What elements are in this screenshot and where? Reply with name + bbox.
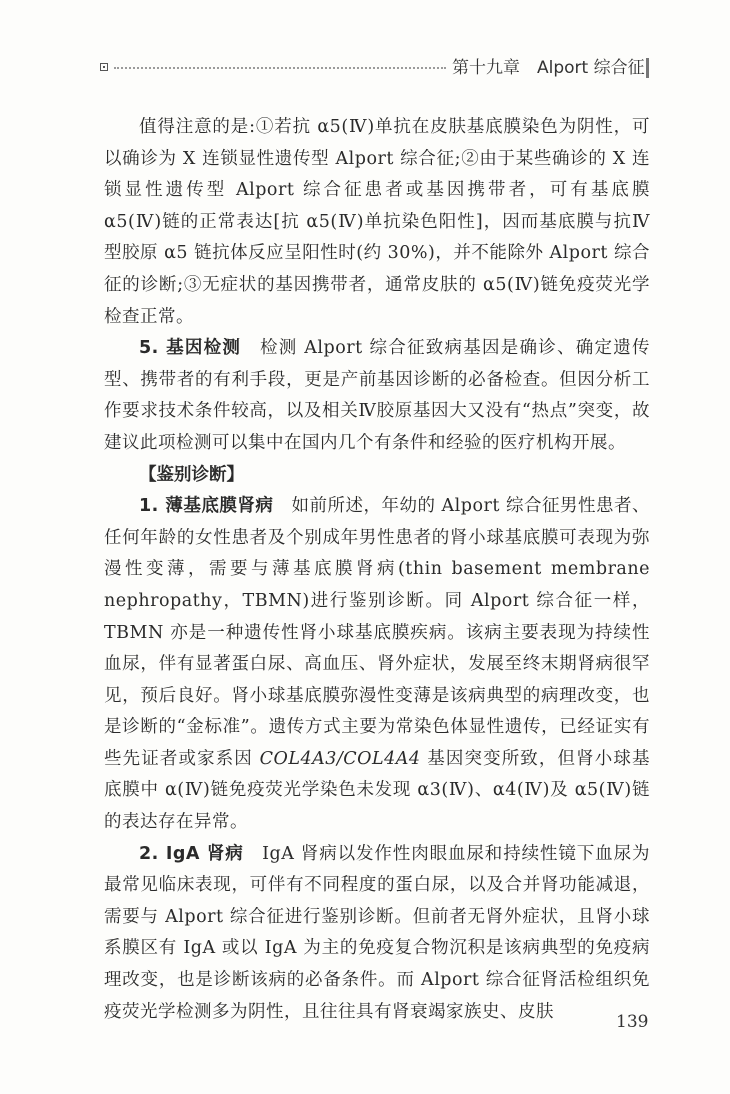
subheading-tbmn: 1. 薄基底膜肾病	[139, 496, 274, 517]
running-header	[100, 56, 660, 80]
gene-name: COL4A3/COL4A4	[259, 748, 421, 769]
header-dotted-rule	[114, 67, 446, 69]
paragraph-iga-text: IgA 肾病以发作性肉眼血尿和持续性镜下血尿为最常见临床表现，可伴有不同程度的蛋白尿，以及合并肾功能减退，需要与 Alport 综合征进行鉴别诊断。但前者无肾外症状，且肾小球系膜区有 IgA 或以 IgA 为主的免疫复合物沉积是该病典型的免疫病理改变，也是诊断该病的必备条件。而 Alport 综合征肾活检组织免疫荧光学检测多为阴性，且往往具有肾衰竭家族史、皮肤	[104, 843, 650, 1022]
paragraph-note	[104, 112, 650, 333]
paragraph-gene-testing	[104, 333, 650, 459]
paragraph-tbmn-text-b: 基因突变所致，但肾小球基底膜中 α(Ⅳ)链免疫荧光学染色未发现 α3(Ⅳ)、α4(Ⅳ)及 α5(Ⅳ)链的表达存在异常。	[104, 748, 651, 833]
body-text	[104, 112, 650, 1028]
subheading-iga: 2. IgA 肾病	[139, 843, 244, 864]
paragraph-note-text: 值得注意的是:①若抗 α5(Ⅳ)单抗在皮肤基底膜染色为阴性，可以确诊为 X 连锁显性遗传型 Alport 综合征;②由于某些确诊的 X 连锁显性遗传型 Alport 综合征患者或基因携带者，可有基底膜 α5(Ⅳ)链的正常表达[抗 α5(Ⅳ)单抗染色阳性]，因而基底膜与抗Ⅳ型胶原 α5 链抗体反应呈阳性时(约 30%)，并不能除外 Alport 综合征的诊断;③无症状的基因携带者，通常皮肤的 α5(Ⅳ)链免疫荧光学检查正常。	[104, 117, 650, 327]
paragraph-tbmn-text-a: 如前所述，年幼的 Alport 综合征男性患者、任何年龄的女性患者及个别成年男性患者的肾小球基底膜可表现为弥漫性变薄，需要与薄基底膜肾病(thin basement membrane nephropathy，TBMN)进行鉴别诊断。同 Alport 综合征一样，TBMN 亦是一种遗传性肾小球基底膜疾病。该病主要表现为持续性血尿，伴有显著蛋白尿、高血压、肾外症状，发展至终末期肾病很罕见，预后良好。肾小球基底膜弥漫性变薄是该病典型的病理改变，也是诊断的“金标准”。遗传方式主要为常染色体显性遗传，已经证实有些先证者或家系因	[104, 496, 651, 769]
chapter-title: 第十九章 Alport 综合征	[452, 58, 645, 78]
page-number: 139	[616, 1012, 649, 1032]
section-heading-differential: 【鉴别诊断】	[139, 464, 244, 485]
header-bar	[646, 58, 649, 78]
paragraph-iga	[104, 839, 650, 1029]
paragraph-tbmn	[104, 491, 650, 839]
paragraph-gene-testing-text: 检测 Alport 综合征致病基因是确诊、确定遗传型、携带者的有利手段，更是产前基因诊断的必备检查。但因分析工作要求技术条件较高，以及相关Ⅳ胶原基因大又没有“热点”突变，故建议此项检测可以集中在国内几个有条件和经验的医疗机构开展。	[104, 338, 650, 453]
header-square-icon	[100, 63, 108, 71]
subheading-gene-testing: 5. 基因检测	[139, 338, 242, 359]
